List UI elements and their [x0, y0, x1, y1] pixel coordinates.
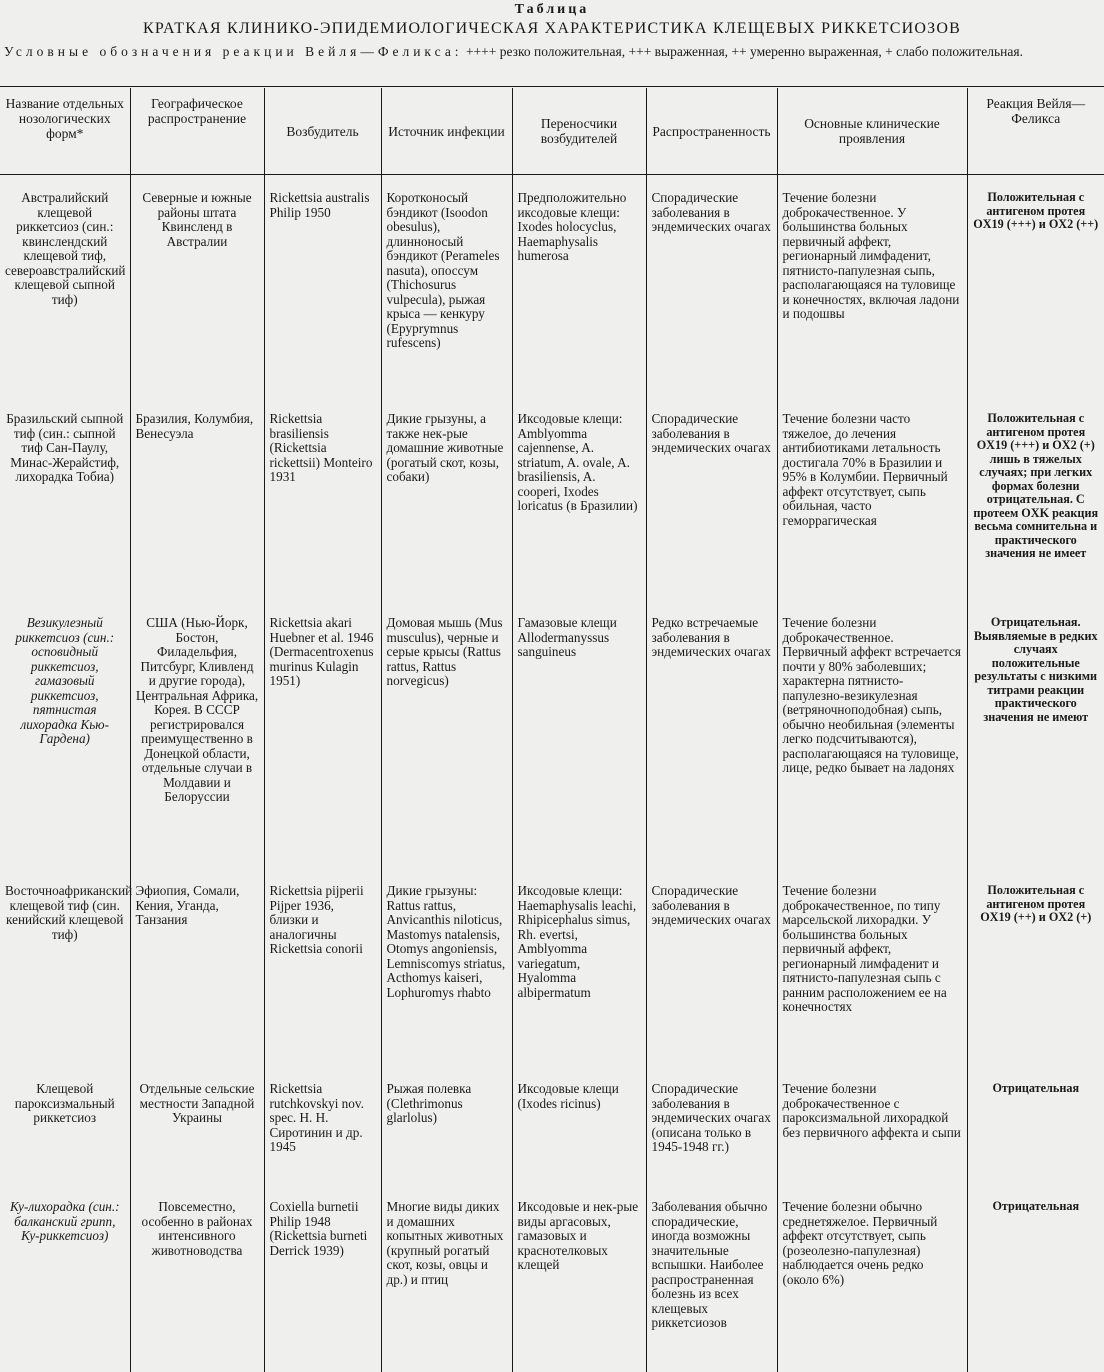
col-header-name: Название отдельных нозологических форм*: [0, 88, 130, 175]
cell-weil-felix: Отрицательная: [967, 1194, 1104, 1372]
cell-weil-felix: Положительная с антигеном протея OX19 (+++) и OX2 (+) лишь в тяжелых случаях; при легких формах болезни отрицательная. С протеем OXK реакция весьма сомнительна и практического значения не имеет: [967, 406, 1104, 610]
col-header-agent: Возбудитель: [264, 88, 381, 175]
cell-weil-felix: Отрицательная. Выявляемые в редких случаях положительные результаты с низкими титрами реакции практического значения не имеют: [967, 610, 1104, 878]
cell-clinical: Течение болезни доброкачественное. Первичный аффект встречается почти у 80% заболевших; характерна пятнисто-папулезно-везикулезная (ветряночноподобная) сыпь, обычно необильная (элементы легко подсчитываются), располагающаяся на туловище, лице, редко бывает на ладонях: [777, 610, 967, 878]
rickettsioses-table: [0, 88, 1104, 1372]
cell-prevalence: Спорадические заболевания в эндемических очагах (описана только в 1945-1948 гг.): [646, 1076, 777, 1194]
cell-source: Коротконосый бэндикот (Isoodon obesulus), длинноносый бэндикот (Perameles nasuta), опоссум (Thichosurus vulpecula), рыжая крыса — кенкуру (Epyprymnus rufescens): [381, 175, 512, 407]
cell-name: Австралийский клещевой риккетсиоз (син.: квинслендский клещевой тиф, североавстралийский клещевой сыпной тиф): [5, 190, 126, 307]
cell-geography: США (Нью-Йорк, Бостон, Филадельфия, Питсбург, Кливленд и другие города), Центральная Африка, Корея. В СССР регистрировался преимущественно в Донецкой области, отдельные случаи в Молдавии и Белоруссии: [130, 610, 264, 878]
cell-prevalence: Спорадические заболевания в эндемических очагах: [646, 878, 777, 1076]
cell-source: Рыжая полевка (Clethrimonus glarlolus): [381, 1076, 512, 1194]
cell-prevalence: Редко встречаемые заболевания в эндемических очагах: [646, 610, 777, 878]
table-title: КРАТКАЯ КЛИНИКО-ЭПИДЕМИОЛОГИЧЕСКАЯ ХАРАКТЕРИСТИКА КЛЕЩЕВЫХ РИККЕТСИОЗОВ: [143, 20, 961, 37]
table-row: [0, 1076, 1104, 1194]
cell-geography: Северные и южные районы штата Квинсленд в Австралии: [130, 175, 264, 407]
cell-name: Восточноафриканский клещевой тиф (син. кенийский клещевой тиф): [5, 883, 133, 942]
cell-clinical: Течение болезни доброкачественное, по типу марсельской лихорадки. У большинства больных первичный аффект, регионарный лимфаденит и пятнисто-папулезная сыпь с ранним расположением ее на конечностях: [777, 878, 967, 1076]
cell-geography: Повсеместно, особенно в районах интенсивного животноводства: [130, 1194, 264, 1372]
top-rule: [0, 86, 1104, 87]
col-header-source: Источник инфекции: [381, 88, 512, 175]
table-row: [0, 878, 1104, 1076]
legend-lead: Условные обозначения реакции Вейля—Феликса:: [4, 44, 463, 59]
cell-agent: Coxiella burnetii Philip 1948 (Rickettsia burneti Derrick 1939): [264, 1194, 381, 1372]
cell-clinical: Течение болезни доброкачественное с пароксизмальной лихорадкой без первичного аффекта и сыпи: [777, 1076, 967, 1194]
cell-geography: Отдельные сельские местности Западной Украины: [130, 1076, 264, 1194]
cell-agent: Rickettsia pijperii Pijper 1936, близки и аналогичны Rickettsia conorii: [264, 878, 381, 1076]
cell-name: Клещевой пароксизмальный риккетсиоз: [14, 1081, 115, 1125]
cell-name: Ку-лихорадка (син.: балканский грипп, Ку-риккетсиоз): [9, 1199, 120, 1243]
col-header-vectors: Переносчики возбудителей: [512, 88, 646, 175]
col-header-geography: Географическое распространение: [130, 88, 264, 175]
cell-weil-felix: Положительная с антигеном протея OX19 (+++) и OX2 (++): [967, 175, 1104, 407]
cell-clinical: Течение болезни доброкачественное. У большинства больных первичный аффект, регионарный лимфаденит, пятнисто-папулезная сыпь, располагающаяся на туловище и конечностях, включая ладони и подошвы: [777, 175, 967, 407]
col-header-clinical: Основные клинические проявления: [777, 88, 967, 175]
cell-vectors: Иксодовые клещи: Haemaphysalis leachi, Rhipicephalus simus, Rh. evertsi, Amblyomma variegatum, Hyalomma albipermatum: [512, 878, 646, 1076]
cell-name: Везикулезный риккетсиоз (син.: осповидный риккетсиоз, гамазовый риккетсиоз, пятнистая лихорадка Кью-Гардена): [15, 615, 115, 746]
cell-agent: Rickettsia brasiliensis (Rickettsia rickettsii) Monteiro 1931: [264, 406, 381, 610]
cell-prevalence: Спорадические заболевания в эндемических очагах: [646, 406, 777, 610]
table-row: [0, 406, 1104, 610]
cell-agent: Rickettsia rutchkovskyi nov. spec. Н. Н. Сиротинин и др. 1945: [264, 1076, 381, 1194]
table-row: [0, 610, 1104, 878]
cell-weil-felix: Отрицательная: [967, 1076, 1104, 1194]
cell-geography: Бразилия, Колумбия, Венесуэла: [130, 406, 264, 610]
cell-agent: Rickettsia akari Huebner et al. 1946 (Dermacentroxenus murinus Kulagin 1951): [264, 610, 381, 878]
table-row: [0, 1194, 1104, 1372]
col-header-weil-felix: Реакция Вейля—Феликса: [967, 88, 1104, 175]
cell-prevalence: Спорадические заболевания в эндемических очагах: [646, 175, 777, 407]
cell-vectors: Гамазовые клещи Allodermanyssus sanguineus: [512, 610, 646, 878]
legend: [4, 44, 1100, 60]
cell-source: Дикие грызуны, а также нек-рые домашние животные (рогатый скот, козы, собаки): [381, 406, 512, 610]
cell-geography: Эфиопия, Сомали, Кения, Уганда, Танзания: [130, 878, 264, 1076]
cell-source: Многие виды диких и домашних копытных животных (крупный рогатый скот, козы, овцы и др.) и птиц: [381, 1194, 512, 1372]
col-header-prevalence: Распространенность: [646, 88, 777, 175]
cell-prevalence: Заболевания обычно спорадические, иногда возможны значительные вспышки. Наиболее распространенная болезнь из всех клещевых риккетсиозов: [646, 1194, 777, 1372]
table-label: Таблица: [514, 2, 590, 17]
cell-weil-felix: Положительная с антигеном протея OX19 (++) и OX2 (+): [967, 878, 1104, 1076]
cell-source: Домовая мышь (Mus musculus), черные и серые крысы (Rattus rattus, Rattus norvegicus): [381, 610, 512, 878]
cell-agent: Rickettsia australis Philip 1950: [264, 175, 381, 407]
cell-vectors: Предположительно иксодовые клещи: Ixodes holocyclus, Haemaphysalis humerosa: [512, 175, 646, 407]
cell-vectors: Иксодовые клещи: Amblyomma cajennense, A. striatum, A. ovale, A. brasiliensis, A. cooperi, Ixodes loricatus (в Бразилии): [512, 406, 646, 610]
header-row: [0, 88, 1104, 175]
legend-text: ++++ резко положительная, +++ выраженная, ++ умеренно выраженная, + слабо положительная.: [465, 44, 1023, 59]
cell-clinical: Течение болезни обычно среднетяжелое. Первичный аффект отсутствует, сыпь (розеолезно-папулезная) наблюдается очень редко (около 6%): [777, 1194, 967, 1372]
table-row: [0, 175, 1104, 407]
cell-vectors: Иксодовые и нек-рые виды аргасовых, гамазовых и краснотелковых клещей: [512, 1194, 646, 1372]
cell-source: Дикие грызуны: Rattus rattus, Anvicanthis niloticus, Mastomys natalensis, Otomys angoniensis, Lemniscomys striatus, Acthomys kaiseri, Lophuromys rhabto: [381, 878, 512, 1076]
cell-clinical: Течение болезни часто тяжелое, до лечения антибиотиками летальность достигала 70% в Бразилии и 95% в Колумбии. Первичный аффект отсутствует, сыпь обильная, часто геморрагическая: [777, 406, 967, 610]
cell-vectors: Иксодовые клещи (Ixodes ricinus): [512, 1076, 646, 1194]
cell-name: Бразильский сыпной тиф (син.: сыпной тиф Сан-Паулу, Минас-Жерайстиф, лихорадка Тобиа): [6, 411, 124, 484]
